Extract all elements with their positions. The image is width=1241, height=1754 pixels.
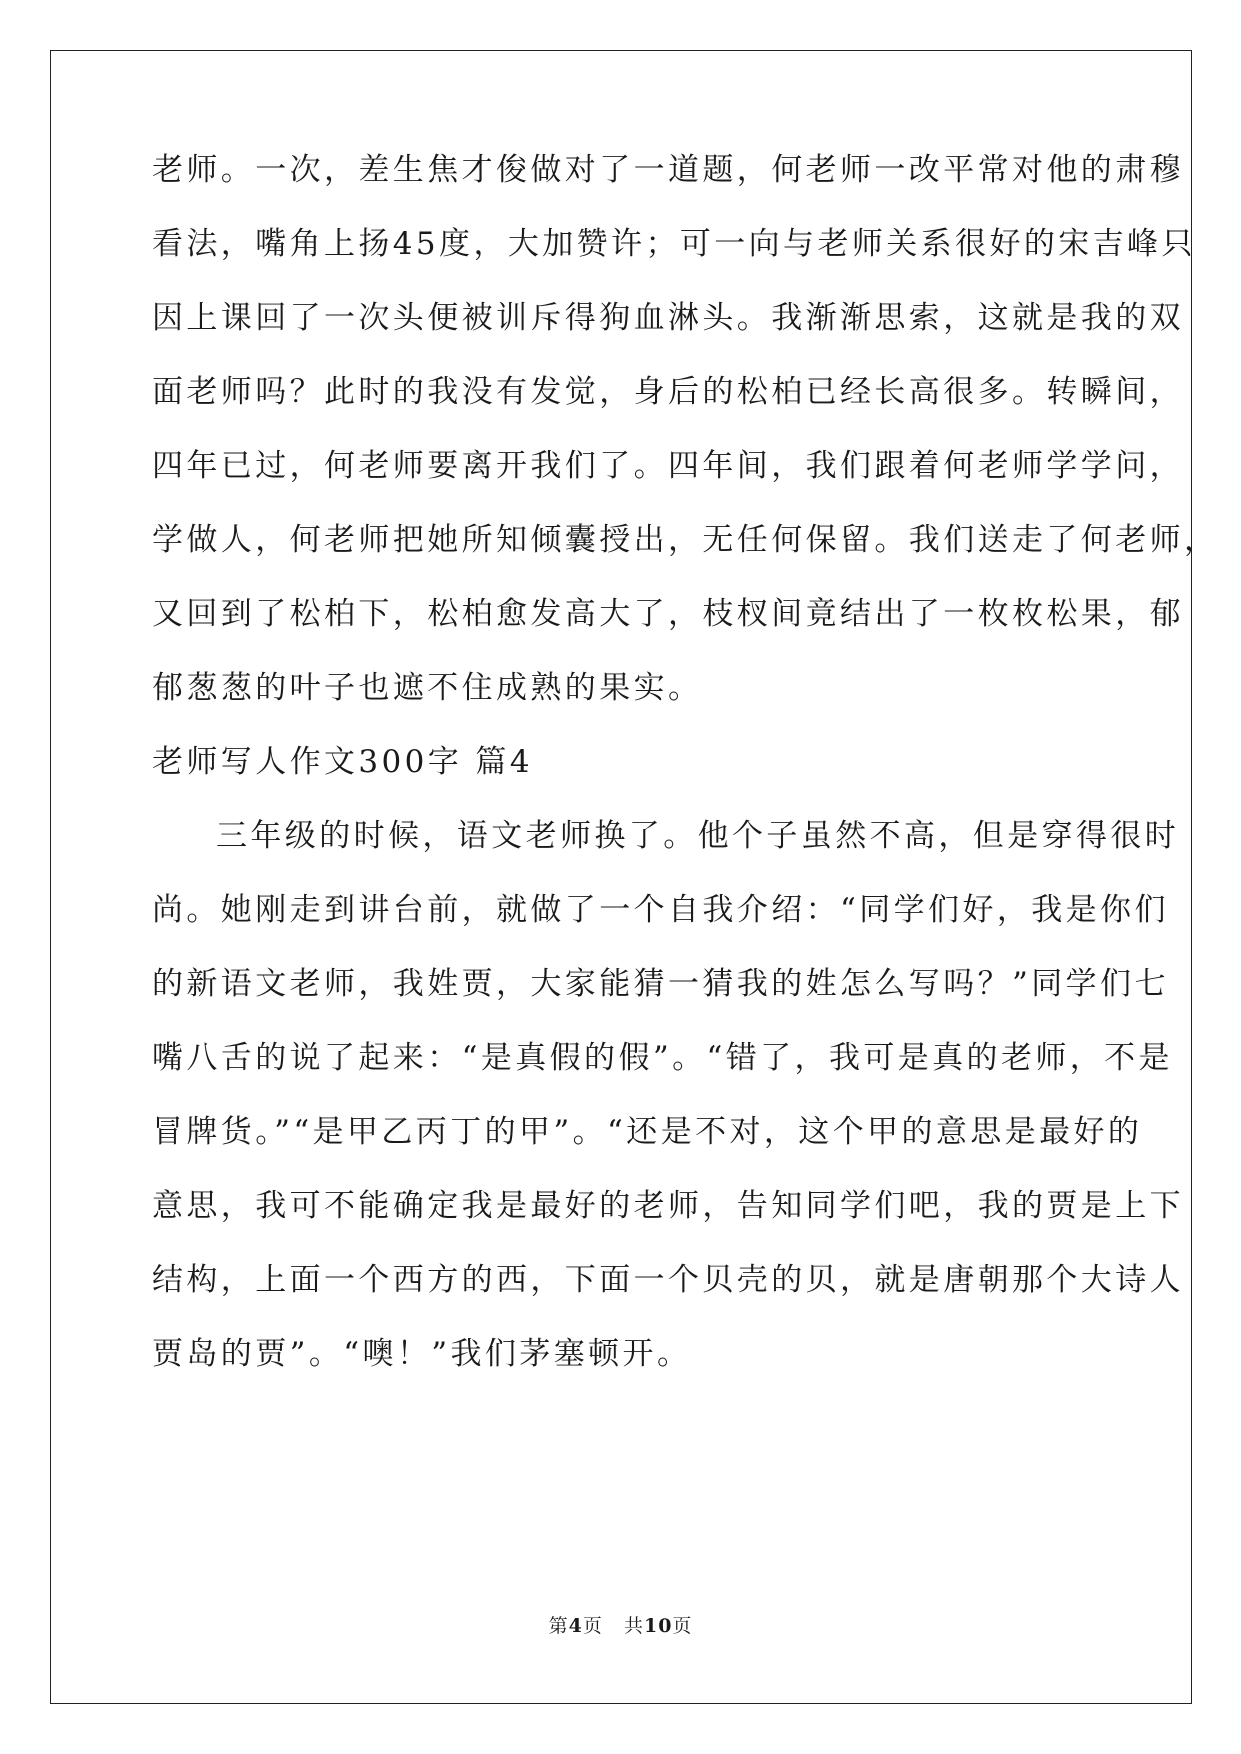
paragraph-line: 郁葱葱的叶子也遮不住成熟的果实。: [152, 670, 703, 706]
paragraph-line: 看法，嘴角上扬45度，大加赞许；可一向与老师关系很好的宋吉峰只: [152, 226, 1196, 262]
footer-page-word: 页: [582, 1615, 603, 1637]
paragraph-line: 三年级的时候，语文老师换了。他个子虽然不高，但是穿得很时: [216, 818, 1180, 854]
paragraph-line: 的新语文老师，我姓贾，大家能猜一猜我的姓怎么写吗？”同学们七: [152, 966, 1169, 1002]
paragraph-line: 面老师吗？此时的我没有发觉，身后的松柏已经长高很多。转瞬间，: [152, 374, 1184, 410]
paragraph-line: 贾岛的贾”。“噢！”我们茅塞顿开。: [152, 1336, 692, 1372]
footer-prefix: 第: [548, 1615, 569, 1637]
paragraph-line: 冒牌货。”“是甲乙丙丁的甲”。“还是不对，这个甲的意思是最好的: [152, 1114, 1143, 1150]
paragraph-line: 嘴八舌的说了起来：“是真假的假”。“错了，我可是真的老师，不是: [152, 1040, 1173, 1076]
page-footer: [0, 1611, 1241, 1638]
footer-total-prefix: 共: [623, 1615, 644, 1637]
current-page-number: 4: [568, 1615, 583, 1637]
paragraph-line: 学做人，何老师把她所知倾囊授出，无任何保留。我们送走了何老师，: [152, 522, 1219, 558]
paragraph-line: 意思，我可不能确定我是最好的老师，告知同学们吧，我的贾是上下: [152, 1188, 1184, 1224]
paragraph-line: 四年已过，何老师要离开我们了。四年间，我们跟着何老师学学问，: [152, 448, 1184, 484]
paragraph-line: 结构，上面一个西方的西，下面一个贝壳的贝，就是唐朝那个大诗人: [152, 1262, 1184, 1298]
footer-total-suffix: 页: [672, 1615, 693, 1637]
paragraph-line: 尚。她刚走到讲台前，就做了一个自我介绍：“同学们好，我是你们: [152, 892, 1169, 928]
paragraph-line: 因上课回了一次头便被训斥得狗血淋头。我渐渐思索，这就是我的双: [152, 300, 1184, 336]
paragraph-line: 老师。一次，差生焦才俊做对了一道题，何老师一改平常对他的肃穆: [152, 152, 1184, 188]
section-heading: 老师写人作文300字 篇4: [152, 744, 533, 780]
total-pages-number: 10: [643, 1615, 673, 1637]
paragraph-line: 又回到了松柏下，松柏愈发高大了，枝杈间竟结出了一枚枚松果，郁: [152, 596, 1184, 632]
